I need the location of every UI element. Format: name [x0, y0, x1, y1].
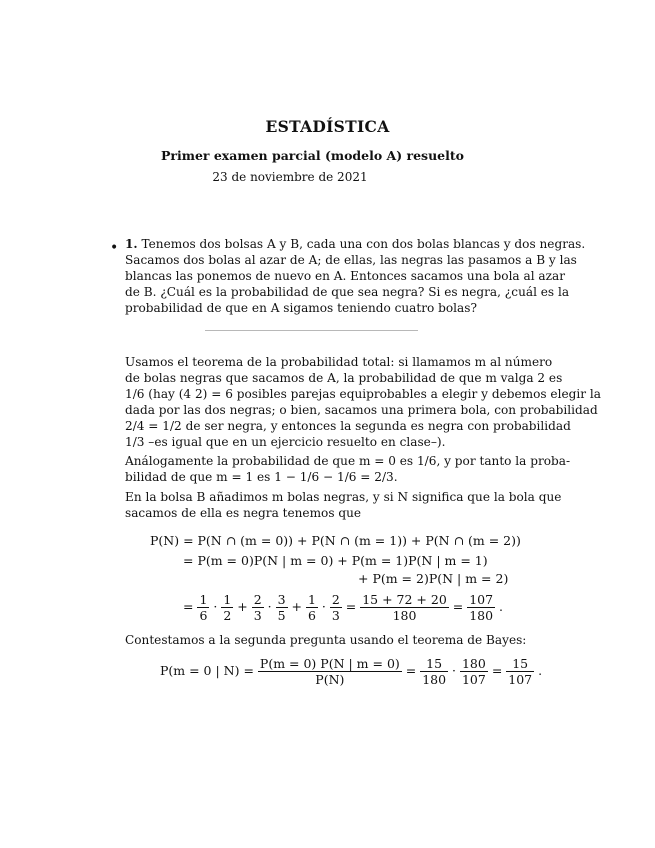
problem-line: blancas las ponemos de nuevo en A. Entonces sacamos una bola al azar [125, 269, 565, 283]
problem-text: Tenemos dos bolsas A y B, cada una con dos bolas blancas y dos negras. [141, 237, 586, 251]
equals-sign: = [183, 599, 194, 614]
solution-line: 2/4 = 1/2 de ser negra, y entonces la segunda es negra con probabilidad [125, 419, 571, 433]
fraction-equation: = $\frac{1}{6}$ · $\frac{1}{2}$ + $\frac{2}{3}$ · $\frac{3}{5}$ + $\frac{1}{6}$ · $\frac{2}{3}$ = $\frac{15 + 72 + 20}{180}$ = $\frac{107}{180}$ . [183, 592, 504, 623]
equation-line: P(N) = P(N ∩ (m = 0)) + P(N ∩ (m = 1)) + P(N ∩ (m = 2)) [150, 533, 521, 548]
bayes-lhs: P(m = 0 | N) = [160, 663, 254, 678]
fraction: $\frac{15}{107}$ [508, 656, 533, 687]
separator-line [205, 330, 418, 331]
fraction: $\frac{1}{6}$ [307, 592, 316, 623]
equation-line: = P(m = 0)P(N | m = 0) + P(m = 1)P(N | m = 1) [183, 553, 488, 568]
fraction: $\frac{1}{6}$ [199, 592, 208, 623]
fraction: $\frac{2}{3}$ [253, 592, 262, 623]
solution-line: dada por las dos negras; o bien, sacamos una primera bola, con probabilidad [125, 403, 598, 417]
solution-line: de bolas negras que sacamos de A, la probabilidad de que m valga 2 es [125, 371, 563, 385]
solution-line: Análogamente la probabilidad de que m = 0 es 1/6, y por tanto la proba- [125, 454, 571, 468]
problem-line: probabilidad de que en A sigamos teniendo cuatro bolas? [125, 301, 477, 315]
exam-date: 23 de noviembre de 2021 [212, 170, 368, 184]
solution-line: En la bolsa B añadimos m bolas negras, y si N significa que la bola que [125, 490, 562, 504]
problem-line [125, 236, 585, 252]
solution-line: bilidad de que m = 1 es 1 − 1/6 − 1/6 = 2/3. [125, 470, 398, 484]
solution-line: sacamos de ella es negra tenemos que [125, 506, 362, 520]
problem-line: Sacamos dos bolas al azar de A; de ellas, las negras las pasamos a B y las [125, 253, 577, 267]
solution-line: 1/3 –es igual que en un ejercicio resuelto en clase–). [125, 435, 446, 449]
solution-line: Contestamos a la segunda pregunta usando el teorema de Bayes: [125, 633, 527, 647]
fraction: $\frac{15}{180}$ [422, 656, 447, 687]
page-subtitle: Primer examen parcial (modelo A) resuelto [160, 148, 464, 163]
fraction: $\frac{3}{5}$ [277, 592, 286, 623]
problem-line: de B. ¿Cuál es la probabilidad de que sea negra? Si es negra, ¿cuál es la [125, 285, 570, 299]
page-title: ESTADÍSTICA [265, 117, 390, 136]
bayes-equation: P(m = 0 | N) = $\frac{P(m = 0) P(N | m = 0)}{P(N)}$ = $\frac{15}{180}$ · $\frac{180}{107}$ = $\frac{15}{107}$ . [160, 656, 543, 687]
solution-line: 1/6 (hay (4 2) = 6 posibles parejas equiprobables a elegir y debemos elegir la [125, 387, 601, 401]
fraction: $\frac{1}{2}$ [223, 592, 232, 623]
fraction: $\frac{P(m = 0) P(N | m = 0)}{P(N)}$ [259, 656, 400, 687]
solution-line: Usamos el teorema de la probabilidad total: si llamamos m al número [125, 355, 553, 369]
fraction: $\frac{2}{3}$ [331, 592, 340, 623]
fraction: $\frac{180}{107}$ [461, 656, 486, 687]
fraction: $\frac{15 + 72 + 20}{180}$ [362, 592, 447, 623]
bullet-icon: • [110, 240, 119, 256]
problem-number: 1. [125, 237, 138, 251]
equation-line: + P(m = 2)P(N | m = 2) [358, 571, 509, 586]
fraction: $\frac{107}{180}$ [469, 592, 494, 623]
